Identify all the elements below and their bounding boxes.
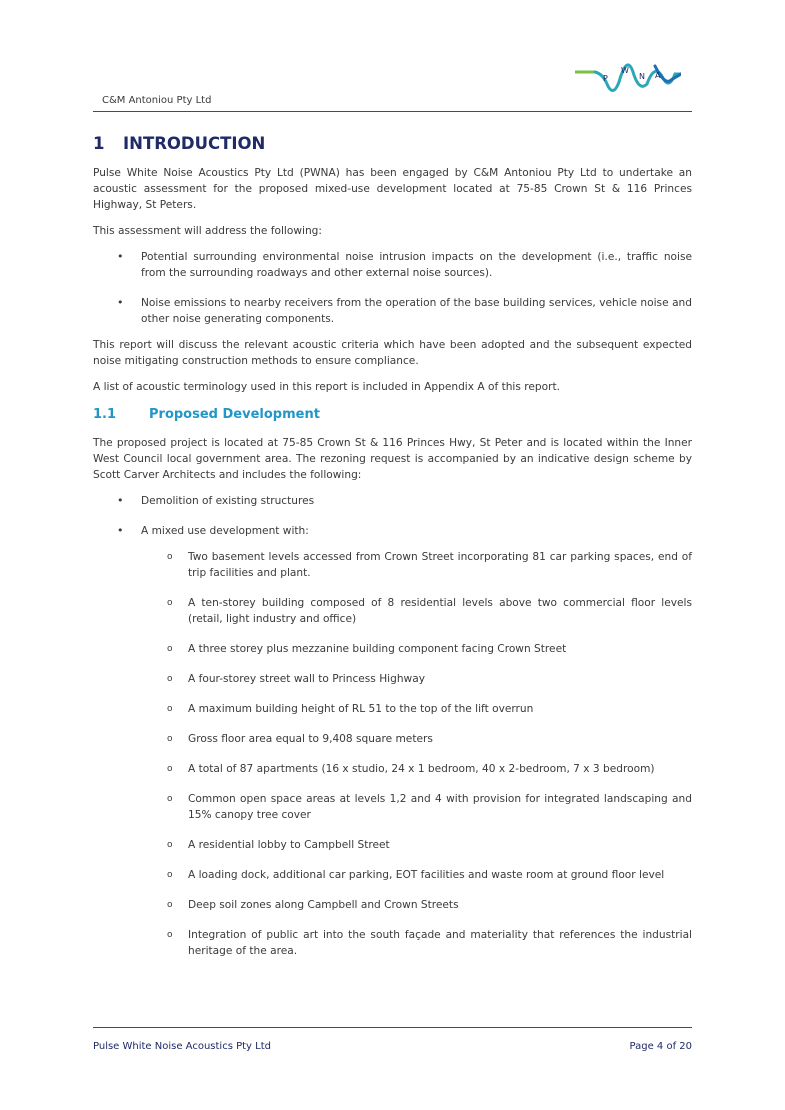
logo-letter-p: P	[603, 74, 608, 83]
sub-list-item: o Deep soil zones along Campbell and Crown Streets	[167, 899, 459, 911]
sub-list-item: o A ten-storey building composed of 8 residential levels above two commercial floor levels (retail, light industry and office)	[167, 597, 692, 625]
subsection-number: 1.1	[93, 407, 117, 422]
development-bullet-list	[93, 493, 692, 539]
sub-list-item: o Two basement levels accessed from Crown Street incorporating 81 car parking spaces, end of trip facilities and plant.	[167, 551, 692, 579]
sub-list-item: o Common open space areas at levels 1,2 and 4 with provision for integrated landscaping and 15% canopy tree cover	[167, 793, 692, 821]
sub-list-item: o A loading dock, additional car parking, EOT facilities and waste room at ground floor level	[167, 869, 665, 881]
footer-divider	[93, 1027, 692, 1028]
section-number: 1	[93, 134, 105, 153]
intro-paragraph-4: A list of acoustic terminology used in this report is included in Appendix A of this report.	[93, 381, 560, 393]
intro-paragraph-1: Pulse White Noise Acoustics Pty Ltd (PWNA) has been engaged by C&M Antoniou Pty Ltd to undertake an acoustic assessment for the proposed mixed-use development located at 75-85 Crown St & 116 Princes Highway, St Peters.	[93, 167, 692, 211]
logo-letter-w: W	[621, 66, 629, 75]
sub-list-item: o Integration of public art into the south façade and materiality that references the industrial heritage of the area.	[167, 929, 692, 957]
footer-company: Pulse White Noise Acoustics Pty Ltd	[93, 1041, 271, 1052]
section-title: INTRODUCTION	[123, 134, 266, 153]
development-sub-list	[93, 549, 692, 959]
development-paragraph: The proposed project is located at 75-85 Crown St & 116 Princes Hwy, St Peter and is located within the Inner West Council local government area. The rezoning request is accompanied by an indicative design scheme by Scott Carver Architects and includes the following:	[93, 437, 692, 481]
header-divider	[93, 111, 692, 112]
subsection-heading-proposed-development	[93, 405, 692, 425]
list-item: • Demolition of existing structures	[117, 494, 315, 507]
sub-list-item: o Gross floor area equal to 9,408 square meters	[167, 733, 433, 745]
sub-list-item: o A three storey plus mezzanine building component facing Crown Street	[167, 643, 567, 655]
logo-letter-a: A	[655, 71, 661, 80]
sub-list-item: o A residential lobby to Campbell Street	[167, 839, 390, 851]
intro-paragraph-3: This report will discuss the relevant acoustic criteria which have been adopted and the subsequent expected noise mitigating construction methods to ensure compliance.	[93, 339, 692, 367]
pwna-logo	[575, 52, 681, 104]
header-client-name: C&M Antoniou Pty Ltd	[102, 95, 212, 106]
footer-page-number: Page 4 of 20	[629, 1041, 692, 1052]
sub-list-item: o A total of 87 apartments (16 x studio, 24 x 1 bedroom, 40 x 2-bedroom, 7 x 3 bedroom)	[167, 763, 655, 775]
sub-list-item: o A maximum building height of RL 51 to the top of the lift overrun	[167, 703, 534, 715]
list-item: • Noise emissions to nearby receivers from the operation of the base building services, vehicle noise and other noise generating components.	[117, 296, 692, 325]
section-heading-introduction	[93, 133, 692, 155]
logo-letter-n: N	[639, 72, 645, 81]
sub-list-item: o A four-storey street wall to Princess Highway	[167, 673, 425, 685]
list-item: • A mixed use development with:	[117, 524, 309, 537]
list-item: • Potential surrounding environmental noise intrusion impacts on the development (i.e., traffic noise from the surrounding roadways and other external noise sources).	[117, 250, 692, 279]
intro-bullet-list	[93, 249, 692, 327]
logo-wave	[595, 65, 681, 91]
intro-paragraph-2: This assessment will address the following:	[93, 225, 322, 237]
document-body	[93, 133, 692, 959]
subsection-title: Proposed Development	[149, 407, 320, 422]
